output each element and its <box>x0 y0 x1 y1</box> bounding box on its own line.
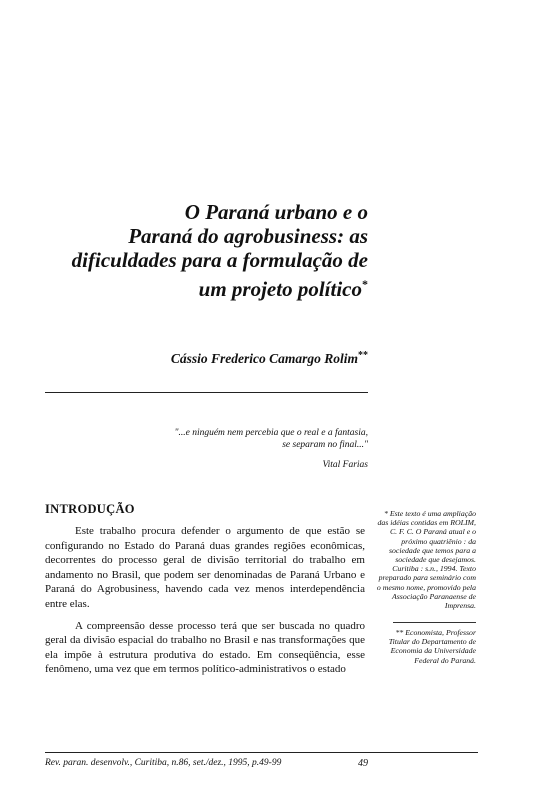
footer-divider <box>45 752 478 753</box>
epigraph-author: Vital Farias <box>322 460 368 470</box>
title-line: O Paraná urbano e o <box>184 200 368 224</box>
paragraph: A compreensão desse processo terá que ser buscada no quadro geral da divisão espacial do trabalho no Brasil e nas transformações que ela impõe à estrutura produtiva do estado. Em conseqüência, esse fenômeno, uma vez que em termos político-administrativos o estado <box>45 619 365 676</box>
author-note-text: ** Economista, Professor Titular do Departamento de Economia da Universidade Federal do Paraná. <box>388 628 476 665</box>
author-line <box>171 350 368 367</box>
author-name: Cássio Frederico Camargo Rolim <box>170 351 358 366</box>
author-footnote-mark: ** <box>358 350 368 361</box>
title-line: Paraná do agrobusiness: as <box>128 224 368 248</box>
footnote-divider <box>393 622 476 623</box>
title-footnote-mark: * <box>362 277 368 291</box>
header-divider <box>45 392 368 393</box>
epigraph-line: "...e ninguém nem percebia que o real e a fantasia, <box>174 428 368 438</box>
epigraph <box>108 428 368 451</box>
body-text <box>45 524 365 684</box>
article-title <box>8 200 368 301</box>
section-heading: INTRODUÇÃO <box>45 502 135 516</box>
paragraph: Este trabalho procura defender o argumento de que estão se configurando no Estado do Paraná duas grandes regiões econômicas, decorrentes do processo geral de divisão territorial do trabalho em andamento no Brasil, que podem ser denominadas de Paraná Urbano e Paraná do Agrobusiness, havendo cada vez menos interdependência entre elas. <box>45 525 365 610</box>
journal-citation: Rev. paran. desenvolv., Curitiba, n.86, set./dez., 1995, p.49-99 <box>45 758 282 768</box>
footnote-text: * Este texto é uma ampliação das idéias contidas em ROLIM, C. F. C. O Paraná atual e o próximo quatriênio : da sociedade que temos para a sociedade que desejamos. Curitiba : s.n., 1994. Texto preparado para seminário com o mesmo nome, promovido pela Associação Paranaense de Imprensa. <box>376 509 476 611</box>
title-line: dificuldades para a formulação de <box>71 248 368 272</box>
title-line-text: um projeto político <box>198 277 362 301</box>
epigraph-line: se separam no final..." <box>282 439 368 450</box>
title-line <box>8 272 368 301</box>
page-number: 49 <box>358 758 368 769</box>
